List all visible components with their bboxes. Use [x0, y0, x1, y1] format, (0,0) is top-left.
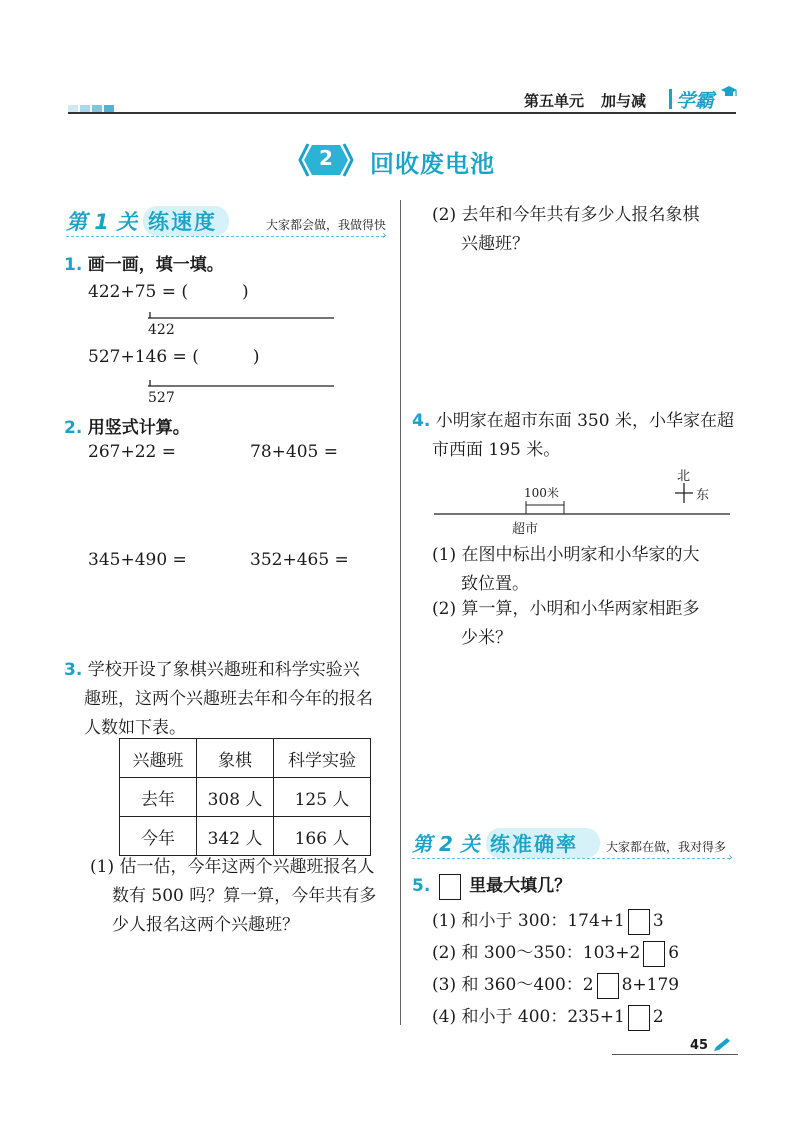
- column-divider: [400, 200, 401, 1025]
- table-cell: 342 人: [197, 817, 274, 856]
- number-line-1-start: 422: [148, 322, 175, 338]
- q2-title: 用竖式计算。: [87, 418, 190, 438]
- section1-name: 练速度: [148, 210, 217, 234]
- section2-label: 第 2 关: [412, 832, 480, 856]
- table-cell: 308 人: [197, 778, 274, 817]
- section1-arrow-icon: ›: [382, 228, 387, 242]
- header-decoration: [68, 98, 114, 117]
- q3-table: [119, 738, 371, 856]
- q4-line: 小明家在超市东面 350 米，小华家在超: [435, 411, 734, 431]
- footer-rule: [612, 1054, 738, 1055]
- q5-number: 5.: [412, 876, 431, 896]
- section1-slogan: 大家都会做，我做得快: [266, 218, 387, 232]
- header-rule: [68, 112, 736, 114]
- q5-item-left: (3) 和 360～400：2: [432, 975, 594, 995]
- q4-sub1-line: 致位置。: [461, 574, 529, 594]
- q4-number: 4.: [412, 411, 431, 431]
- graduation-cap-icon: [720, 84, 738, 104]
- q5-item-right: 6: [668, 943, 680, 963]
- q3-line: 人数如下表。: [84, 718, 186, 738]
- q1-header: [64, 251, 224, 280]
- q5-item-left: (4) 和小于 400：235+1: [432, 1007, 625, 1027]
- q1-number: 1.: [64, 255, 83, 275]
- q3-sub1-line: 少人报名这两个兴趣班？: [112, 915, 299, 935]
- header-unit: 第五单元: [524, 92, 585, 110]
- q5-item: [432, 939, 679, 968]
- q2-item: 78+405 =: [250, 442, 338, 462]
- q5-item: [432, 1003, 664, 1032]
- table-header: 象棋: [197, 739, 274, 778]
- q1-title: 画一画，填一填。: [87, 255, 224, 275]
- q4-sub1: [432, 541, 742, 599]
- q2-item: 352+465 =: [250, 550, 349, 570]
- map-line: [434, 498, 734, 522]
- q2-item: 267+22 =: [88, 442, 176, 462]
- number-line-1: [148, 309, 338, 328]
- q5-answer-box[interactable]: [597, 973, 619, 999]
- section1-underline: [66, 236, 384, 237]
- q3-line: 趣班，这两个兴趣班去年和今年的报名: [84, 689, 373, 709]
- table-cell: 今年: [120, 817, 197, 856]
- q5-item: [432, 971, 679, 1000]
- q5-title: 里最大填几？: [469, 876, 572, 896]
- q4-sub2: [432, 595, 742, 653]
- table-cell: 166 人: [274, 817, 371, 856]
- q5-item: [432, 907, 664, 936]
- section2-arrow-icon: ›: [728, 850, 733, 864]
- scale-label: 100米: [524, 486, 559, 500]
- q4-sub1-line: (1) 在图中标出小明家和小华家的大: [432, 545, 700, 565]
- q3-sub2-line: (2) 去年和今年共有多少人报名象棋: [432, 205, 700, 225]
- q3-sub1: [90, 853, 395, 940]
- q3-sub1-line: (1) 估一估，今年这两个兴趣班报名人: [90, 857, 375, 877]
- q5-header: [412, 872, 571, 901]
- table-cell: 125 人: [274, 778, 371, 817]
- q3-text: [64, 656, 394, 743]
- q5-answer-box[interactable]: [643, 941, 665, 967]
- table-row: [120, 817, 371, 856]
- q1-expr2: 527+146 = ( ): [88, 347, 260, 367]
- header-brand-bar: [669, 89, 672, 109]
- number-line-2-start: 527: [148, 390, 175, 406]
- q4-text: [412, 407, 742, 465]
- east-label: 东: [696, 488, 710, 503]
- q3-sub2-line: 兴趣班？: [461, 234, 529, 254]
- q3-sub2: [432, 201, 742, 259]
- section2-slogan: 大家都在做，我对得多: [606, 840, 727, 854]
- q4-sub2-line: (2) 算一算，小明和小华两家相距多: [432, 599, 700, 619]
- north-label: 北: [677, 469, 691, 484]
- q5-item-right: 2: [652, 1007, 664, 1027]
- table-header: 科学实验: [274, 739, 371, 778]
- section1-label: 第 1 关: [66, 210, 138, 234]
- q4-sub2-line: 少米？: [461, 628, 512, 648]
- header-topic: 加与减: [601, 92, 647, 110]
- q5-answer-box[interactable]: [628, 1005, 650, 1031]
- answer-box-icon: [439, 874, 461, 900]
- table-cell: 去年: [120, 778, 197, 817]
- q3-line: 学校开设了象棋兴趣班和科学实验兴: [87, 660, 360, 680]
- q2-number: 2.: [64, 418, 83, 438]
- q2-item: 345+490 =: [88, 550, 187, 570]
- section2-underline: [412, 858, 730, 859]
- q4-line: 市西面 195 米。: [432, 440, 561, 460]
- q5-item-left: (1) 和小于 300：174+1: [432, 911, 625, 931]
- header-brand: 学霸: [676, 90, 715, 112]
- market-label: 超市: [512, 522, 539, 537]
- lesson-title: 回收废电池: [370, 150, 495, 178]
- q5-item-right: 3: [652, 911, 664, 931]
- q1-expr1: 422+75 = ( ): [88, 282, 249, 302]
- q5-answer-box[interactable]: [628, 909, 650, 935]
- table-row: [120, 778, 371, 817]
- number-line-2: [148, 377, 338, 396]
- q3-number: 3.: [64, 660, 83, 680]
- section2-name: 练准确率: [490, 832, 578, 856]
- q3-sub1-line: 数有 500 吗？算一算，今年共有多: [112, 886, 377, 906]
- table-header: 兴趣班: [120, 739, 197, 778]
- q5-item-left: (2) 和 300～350：103+2: [432, 943, 641, 963]
- q5-item-right: 8+179: [621, 975, 680, 995]
- lesson-number: 2: [319, 146, 333, 170]
- page-number: 45: [690, 1038, 709, 1053]
